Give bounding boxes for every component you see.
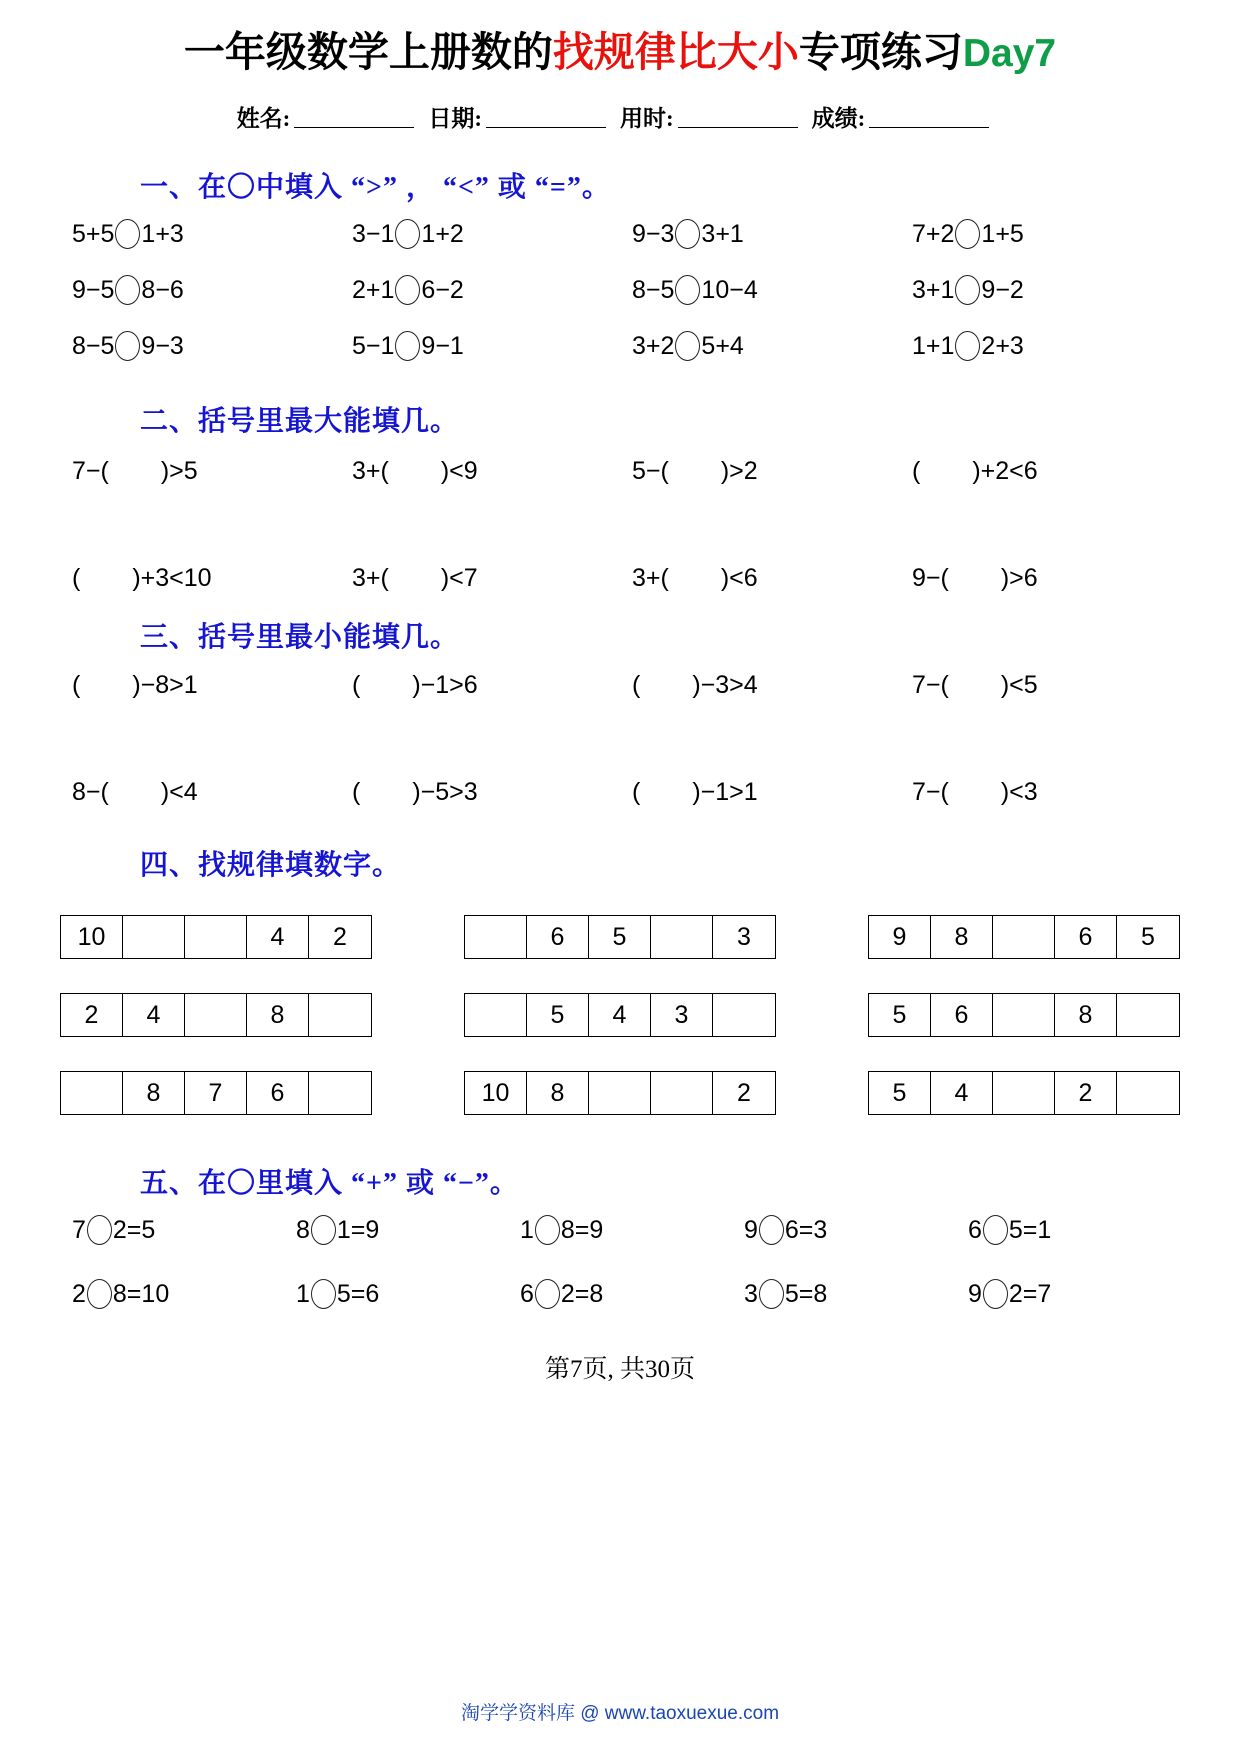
problem-left-operand: (: [352, 778, 361, 806]
grid-blank-cell[interactable]: [185, 916, 247, 958]
problem-right-operand: 5+4: [701, 332, 744, 360]
problem-item[interactable]: [284, 1215, 508, 1245]
problem-left-operand: (: [912, 457, 921, 485]
problem-left-operand: 8−5: [72, 332, 115, 360]
problem-left-operand: 7−(: [72, 457, 109, 485]
problem-right-operand: )<7: [440, 564, 478, 592]
problem-left-operand: 9−3: [632, 220, 675, 248]
problem-right-operand: )>6: [1000, 564, 1038, 592]
section-1-problems: [60, 219, 1180, 361]
problem-left-operand: 3+(: [632, 564, 669, 592]
problem-right-operand: )<4: [160, 778, 198, 806]
date-input-blank[interactable]: [486, 105, 606, 128]
section-2-heading: 二、括号里最大能填几。: [140, 406, 460, 437]
problem-item[interactable]: [620, 219, 900, 249]
problem-left-operand: 6: [520, 1280, 534, 1308]
answer-circle[interactable]: [535, 1279, 560, 1309]
problem-left-operand: 3+2: [632, 332, 675, 360]
grid-value-cell: 6: [527, 916, 589, 958]
problem-item[interactable]: [60, 275, 340, 305]
score-label: 成绩:: [811, 106, 866, 131]
score-field-group: [812, 106, 1004, 131]
date-field-group: [428, 106, 620, 131]
problem-right-operand: 5=8: [784, 1280, 828, 1308]
problem-left-operand: 2+1: [352, 276, 395, 304]
problem-item[interactable]: [60, 671, 340, 700]
section-4-number-grids: [60, 915, 1180, 1115]
problem-item[interactable]: [956, 1215, 1180, 1245]
problem-item[interactable]: [900, 564, 1180, 593]
problem-item[interactable]: [508, 1279, 732, 1309]
number-sequence-grid: [868, 993, 1180, 1037]
grid-value-cell: 5: [869, 994, 931, 1036]
time-label: 用时:: [620, 106, 674, 131]
problem-item[interactable]: [284, 1279, 508, 1309]
problem-item[interactable]: [340, 671, 620, 700]
problem-item[interactable]: [732, 1279, 956, 1309]
grid-value-cell: 10: [61, 916, 123, 958]
problem-left-operand: (: [632, 778, 641, 806]
answer-circle[interactable]: [311, 1215, 336, 1245]
problem-item[interactable]: [620, 457, 900, 486]
problem-right-operand: )−3>4: [692, 671, 758, 699]
problem-row: [60, 457, 1180, 486]
answer-circle[interactable]: [115, 331, 140, 361]
section-5-heading: 五、在〇里填入 “+” 或 “−”。: [140, 1168, 519, 1199]
grid-blank-cell[interactable]: [651, 1072, 713, 1114]
problem-left-operand: 9−(: [912, 564, 949, 592]
problem-right-operand: )−1>6: [412, 671, 478, 699]
problem-left-operand: 7−(: [912, 778, 949, 806]
section-5-problems: [60, 1215, 1180, 1309]
problem-right-operand: 8=9: [560, 1216, 604, 1244]
problem-right-operand: 1+2: [421, 220, 464, 248]
grid-value-cell: 5: [589, 916, 651, 958]
grid-value-cell: 8: [247, 994, 309, 1036]
problem-left-operand: 9: [968, 1280, 982, 1308]
grid-value-cell: 8: [1055, 994, 1117, 1036]
name-input-blank[interactable]: [294, 105, 414, 128]
problem-item[interactable]: [340, 275, 620, 305]
grid-blank-cell[interactable]: [993, 1072, 1055, 1114]
problem-item[interactable]: [340, 219, 620, 249]
section-1-heading: 一、在〇中填入 “>” ， “<” 或 “=”。: [140, 172, 611, 203]
number-sequence-grid: [868, 915, 1180, 959]
problem-row: [60, 1279, 1180, 1309]
answer-circle[interactable]: [983, 1279, 1008, 1309]
problem-left-operand: (: [72, 671, 81, 699]
problem-right-operand: 1=9: [336, 1216, 380, 1244]
problem-right-operand: )−8>1: [132, 671, 198, 699]
problem-item[interactable]: [60, 564, 340, 593]
grid-value-cell: 2: [61, 994, 123, 1036]
name-field-group: [237, 106, 429, 131]
problem-right-operand: 2=5: [112, 1216, 156, 1244]
time-input-blank[interactable]: [678, 105, 798, 128]
problem-right-operand: )>5: [160, 457, 198, 485]
problem-right-operand: 5=1: [1008, 1216, 1052, 1244]
problem-right-operand: )>2: [720, 457, 758, 485]
problem-item[interactable]: [900, 778, 1180, 807]
problem-right-operand: )<3: [1000, 778, 1038, 806]
problem-right-operand: )−1>1: [692, 778, 758, 806]
grid-value-cell: 6: [247, 1072, 309, 1114]
grid-value-cell: 6: [931, 994, 993, 1036]
problem-item[interactable]: [60, 1215, 284, 1245]
time-field-group: [620, 106, 812, 131]
problem-right-operand: )<9: [440, 457, 478, 485]
problem-item[interactable]: [60, 219, 340, 249]
answer-circle[interactable]: [535, 1215, 560, 1245]
answer-circle[interactable]: [115, 219, 140, 249]
problem-item[interactable]: [620, 331, 900, 361]
grid-blank-cell[interactable]: [465, 994, 527, 1036]
problem-left-operand: 3−1: [352, 220, 395, 248]
grid-value-cell: 5: [1141, 922, 1155, 951]
grid-value-cell: 2: [737, 1078, 751, 1107]
number-sequence-grid: [464, 915, 776, 959]
problem-right-operand: 1+3: [141, 220, 184, 248]
problem-left-operand: 3: [744, 1280, 758, 1308]
watermark: 淘学学资料库 @ www.taoxuexue.com: [460, 1703, 780, 1724]
number-sequence-grid: [60, 993, 372, 1037]
grid-value-cell: 8: [123, 1072, 185, 1114]
problem-left-operand: 3+1: [912, 276, 955, 304]
problem-item[interactable]: [60, 778, 340, 807]
answer-circle[interactable]: [115, 275, 140, 305]
problem-left-operand: 3+(: [352, 457, 389, 485]
grid-value-cell: 8: [931, 916, 993, 958]
answer-circle[interactable]: [759, 1279, 784, 1309]
number-sequence-grid: [60, 1071, 372, 1115]
problem-right-operand: )<6: [720, 564, 758, 592]
grid-value-cell: 2: [333, 922, 347, 951]
problem-row: [60, 564, 1180, 593]
problem-row: [60, 778, 1180, 807]
grid-value-cell: 3: [737, 922, 751, 951]
number-grid-band: [60, 1071, 1180, 1115]
problem-right-operand: )<5: [1000, 671, 1038, 699]
answer-circle[interactable]: [675, 331, 700, 361]
problem-left-operand: 1: [520, 1216, 534, 1244]
problem-right-operand: 2+3: [981, 332, 1024, 360]
answer-circle[interactable]: [983, 1215, 1008, 1245]
section-4-heading: 四、找规律填数字。: [140, 850, 402, 881]
problem-item[interactable]: [340, 564, 620, 593]
problem-left-operand: 8−(: [72, 778, 109, 806]
grid-value-cell: 5: [869, 1072, 931, 1114]
problem-row: [60, 331, 1180, 361]
problem-item[interactable]: [508, 1215, 732, 1245]
problem-left-operand: 5−1: [352, 332, 395, 360]
problem-left-operand: 7: [72, 1216, 86, 1244]
problem-left-operand: 8−5: [632, 276, 675, 304]
grid-value-cell: 5: [527, 994, 589, 1036]
answer-circle[interactable]: [395, 331, 420, 361]
grid-value-cell: 3: [651, 994, 713, 1036]
answer-circle[interactable]: [87, 1215, 112, 1245]
problem-left-operand: 8: [296, 1216, 310, 1244]
problem-left-operand: (: [632, 671, 641, 699]
grid-blank-cell[interactable]: [123, 916, 185, 958]
problem-item[interactable]: [620, 778, 900, 807]
problem-item[interactable]: [900, 457, 1180, 486]
problem-right-operand: 6=3: [784, 1216, 828, 1244]
answer-circle[interactable]: [675, 275, 700, 305]
number-grid-band: [60, 915, 1180, 959]
problem-item[interactable]: [60, 457, 340, 486]
page-number: 第7页, 共30页: [544, 1356, 695, 1383]
problem-right-operand: 2=7: [1008, 1280, 1052, 1308]
problem-left-operand: 9: [744, 1216, 758, 1244]
problem-right-operand: 3+1: [701, 220, 744, 248]
answer-circle[interactable]: [311, 1279, 336, 1309]
problem-row: [60, 219, 1180, 249]
grid-value-cell: 6: [1055, 916, 1117, 958]
problem-item[interactable]: [900, 331, 1180, 361]
problem-left-operand: 6: [968, 1216, 982, 1244]
problem-item[interactable]: [60, 331, 340, 361]
grid-blank-cell[interactable]: [1117, 1072, 1179, 1114]
grid-blank-cell[interactable]: [993, 916, 1055, 958]
problem-item[interactable]: [340, 778, 620, 807]
number-sequence-grid: [60, 915, 372, 959]
problem-row: [60, 1215, 1180, 1245]
grid-value-cell: 7: [185, 1072, 247, 1114]
number-grid-band: [60, 993, 1180, 1037]
problem-right-operand: 9−1: [421, 332, 464, 360]
problem-right-operand: )+3<10: [132, 564, 212, 592]
grid-value-cell: 4: [931, 1072, 993, 1114]
problem-left-operand: (: [72, 564, 81, 592]
section-2-problems: [60, 457, 1180, 593]
grid-blank-cell[interactable]: [185, 994, 247, 1036]
number-sequence-grid: [868, 1071, 1180, 1115]
problem-right-operand: 2=8: [560, 1280, 604, 1308]
title-part-subject: 一年级数学上册数的: [183, 29, 553, 75]
problem-item[interactable]: [732, 1215, 956, 1245]
number-sequence-grid: [464, 1071, 776, 1115]
grid-blank-cell[interactable]: [61, 1072, 123, 1114]
answer-circle[interactable]: [395, 219, 420, 249]
grid-blank-cell[interactable]: [589, 1072, 651, 1114]
grid-blank-cell[interactable]: [993, 994, 1055, 1036]
problem-right-operand: 9−2: [981, 276, 1024, 304]
section-3-heading: 三、括号里最小能填几。: [140, 622, 460, 653]
answer-circle[interactable]: [87, 1279, 112, 1309]
problem-right-operand: 10−4: [701, 276, 758, 304]
problem-right-operand: 9−3: [141, 332, 184, 360]
problem-left-operand: 5+5: [72, 220, 115, 248]
problem-right-operand: 8=10: [112, 1280, 170, 1308]
problem-item[interactable]: [900, 275, 1180, 305]
problem-left-operand: 7−(: [912, 671, 949, 699]
grid-value-cell: 9: [869, 916, 931, 958]
grid-value-cell: 8: [527, 1072, 589, 1114]
title-part-practice: 专项练习: [798, 29, 963, 75]
grid-blank-cell[interactable]: [309, 994, 371, 1036]
grid-blank-cell[interactable]: [1117, 994, 1179, 1036]
problem-item[interactable]: [620, 564, 900, 593]
problem-left-operand: 1: [296, 1280, 310, 1308]
score-input-blank[interactable]: [869, 105, 989, 128]
problem-right-operand: 8−6: [141, 276, 184, 304]
problem-left-operand: 2: [72, 1280, 86, 1308]
grid-value-cell: 4: [589, 994, 651, 1036]
answer-circle[interactable]: [675, 219, 700, 249]
problem-right-operand: )+2<6: [972, 457, 1038, 485]
answer-circle[interactable]: [955, 219, 980, 249]
title-part-topic: 找规律比大小: [552, 29, 799, 75]
title-day-badge: Day7: [962, 32, 1057, 75]
date-label: 日期:: [428, 106, 482, 131]
problem-left-operand: 7+2: [912, 220, 955, 248]
problem-right-operand: 6−2: [421, 276, 464, 304]
page-title: [60, 0, 1180, 76]
grid-blank-cell[interactable]: [713, 994, 775, 1036]
problem-row: [60, 671, 1180, 700]
problem-item[interactable]: [900, 671, 1180, 700]
problem-item[interactable]: [340, 331, 620, 361]
grid-value-cell: 4: [123, 994, 185, 1036]
grid-blank-cell[interactable]: [309, 1072, 371, 1114]
problem-right-operand: 5=6: [336, 1280, 380, 1308]
grid-value-cell: 10: [465, 1072, 527, 1114]
section-3-problems: [60, 671, 1180, 807]
problem-item[interactable]: [620, 671, 900, 700]
problem-left-operand: 3+(: [352, 564, 389, 592]
problem-left-operand: (: [352, 671, 361, 699]
problem-item[interactable]: [620, 275, 900, 305]
grid-blank-cell[interactable]: [651, 916, 713, 958]
problem-left-operand: 1+1: [912, 332, 955, 360]
problem-item[interactable]: [60, 1279, 284, 1309]
grid-value-cell: 2: [1055, 1072, 1117, 1114]
grid-value-cell: 4: [247, 916, 309, 958]
answer-circle[interactable]: [395, 275, 420, 305]
problem-item[interactable]: [900, 219, 1180, 249]
name-label: 姓名:: [236, 106, 291, 131]
problem-row: [60, 275, 1180, 305]
student-info-row: [60, 100, 1180, 133]
answer-circle[interactable]: [759, 1215, 784, 1245]
answer-circle[interactable]: [955, 275, 980, 305]
problem-left-operand: 9−5: [72, 276, 115, 304]
problem-right-operand: 1+5: [981, 220, 1024, 248]
problem-item[interactable]: [956, 1279, 1180, 1309]
problem-right-operand: )−5>3: [412, 778, 478, 806]
number-sequence-grid: [464, 993, 776, 1037]
grid-blank-cell[interactable]: [465, 916, 527, 958]
problem-item[interactable]: [340, 457, 620, 486]
answer-circle[interactable]: [955, 331, 980, 361]
problem-left-operand: 5−(: [632, 457, 669, 485]
